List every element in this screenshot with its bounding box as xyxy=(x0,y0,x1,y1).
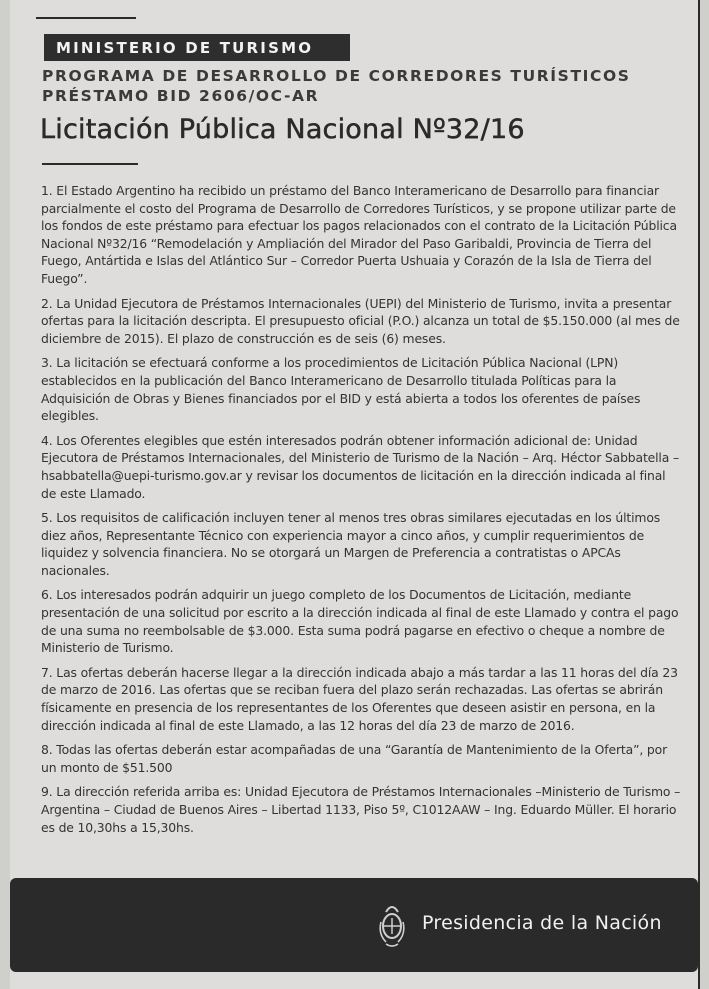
program-line-1: PROGRAMA DE DESARROLLO DE CORREDORES TURÍSTICOS xyxy=(42,67,631,85)
program-heading xyxy=(42,66,662,106)
paragraph-6: 6. Los interesados podrán adquirir un juego completo de los Documentos de Licitación, mediante presentación de una solicitud por escrito a la dirección indicada al final de este Llamado y contra el pago de una suma no reembolsable de $3.000. Esta suma podrá pagarse en efectivo o cheque a nombre de Ministerio de Turismo. xyxy=(41,587,679,656)
top-rule xyxy=(36,17,136,19)
program-line-2: PRÉSTAMO BID 2606/OC-AR xyxy=(42,87,320,105)
title-rule xyxy=(42,163,138,165)
paragraph-1: 1. El Estado Argentino ha recibido un préstamo del Banco Interamericano de Desarrollo para financiar parcialmente el costo del Programa de Desarrollo de Corredores Turísticos, y se propone utilizar parte de los fondos de este préstamo para efectuar los pagos relacionados con el contrato de la Licitación Pública Nacional Nº32/16 “Remodelación y Ampliación del Mirador del Paso Garibaldi, Provincia de Tierra del Fuego, Antártida e Islas del Atlántico Sur – Corredor Puerta Ushuaia y Corazón de la Isla de Tierra del Fuego”. xyxy=(41,183,677,286)
page-title: Licitación Pública Nacional Nº32/16 xyxy=(40,114,525,145)
coat-of-arms-icon xyxy=(376,900,408,950)
announcement-body xyxy=(41,182,681,843)
paragraph-7: 7. Las ofertas deberán hacerse llegar a la dirección indicada abajo a más tardar a las 11 horas del día 23 de marzo de 2016. Las ofertas que se reciban fuera del plazo serán rechazadas. Las ofertas se abrirán físicamente en presencia de los representantes de los Oferentes que deseen asistir en persona, en la dirección indicada al final de este Llamado, a las 12 horas del día 23 de marzo de 2016. xyxy=(41,664,678,733)
ministry-label: MINISTERIO DE TURISMO xyxy=(44,34,350,61)
newspaper-page xyxy=(10,0,700,989)
paragraph-8: 8. Todas las ofertas deberán estar acompañadas de una “Garantía de Mantenimiento de la Oferta”, por un monto de $51.500 xyxy=(41,742,668,775)
paragraph-9: 9. La dirección referida arriba es: Unidad Ejecutora de Préstamos Internacionales –Ministerio de Turismo – Argentina – Ciudad de Buenos Aires – Libertad 1133, Piso 5º, C1012AAW – Ing. Eduardo Müller. El horario es de 10,30hs a 15,30hs. xyxy=(41,784,681,835)
paragraph-4: 4. Los Oferentes elegibles que estén interesados podrán obtener información adicional de: Unidad Ejecutora de Préstamos Internacionales, del Ministerio de Turismo de la Nación – Arq. Héctor Sabbatella – hsabbatella@uepi-turismo.gov.ar y revisar los documentos de licitación en la dirección indicada al final de este Llamado. xyxy=(41,432,679,501)
footer-banner xyxy=(10,878,698,972)
paragraph-5: 5. Los requisitos de calificación incluyen tener al menos tres obras similares ejecutadas en los últimos diez años, Representante Técnico con experiencia mayor a cinco años, y cumplir requerimientos de liquidez y solvencia financiera. No se otorgará un Margen de Preferencia a contratistas o APCAs nacionales. xyxy=(41,510,661,578)
paragraph-2: 2. La Unidad Ejecutora de Préstamos Internacionales (UEPI) del Ministerio de Turismo, invita a presentar ofertas para la licitación descripta. El presupuesto oficial (P.O.) alcanza un total de $5.150.000 (al mes de diciembre de 2015). El plazo de construcción es de seis (6) meses. xyxy=(41,295,680,346)
footer-text: Presidencia de la Nación xyxy=(422,912,662,934)
paragraph-3: 3. La licitación se efectuará conforme a los procedimientos de Licitación Pública Nacional (LPN) establecidos en la publicación del Banco Interamericano de Desarrollo titulada Políticas para la Adquisición de Obras y Bienes financiados por el BID y está abierta a todos los oferentes de países elegibles. xyxy=(41,355,641,424)
